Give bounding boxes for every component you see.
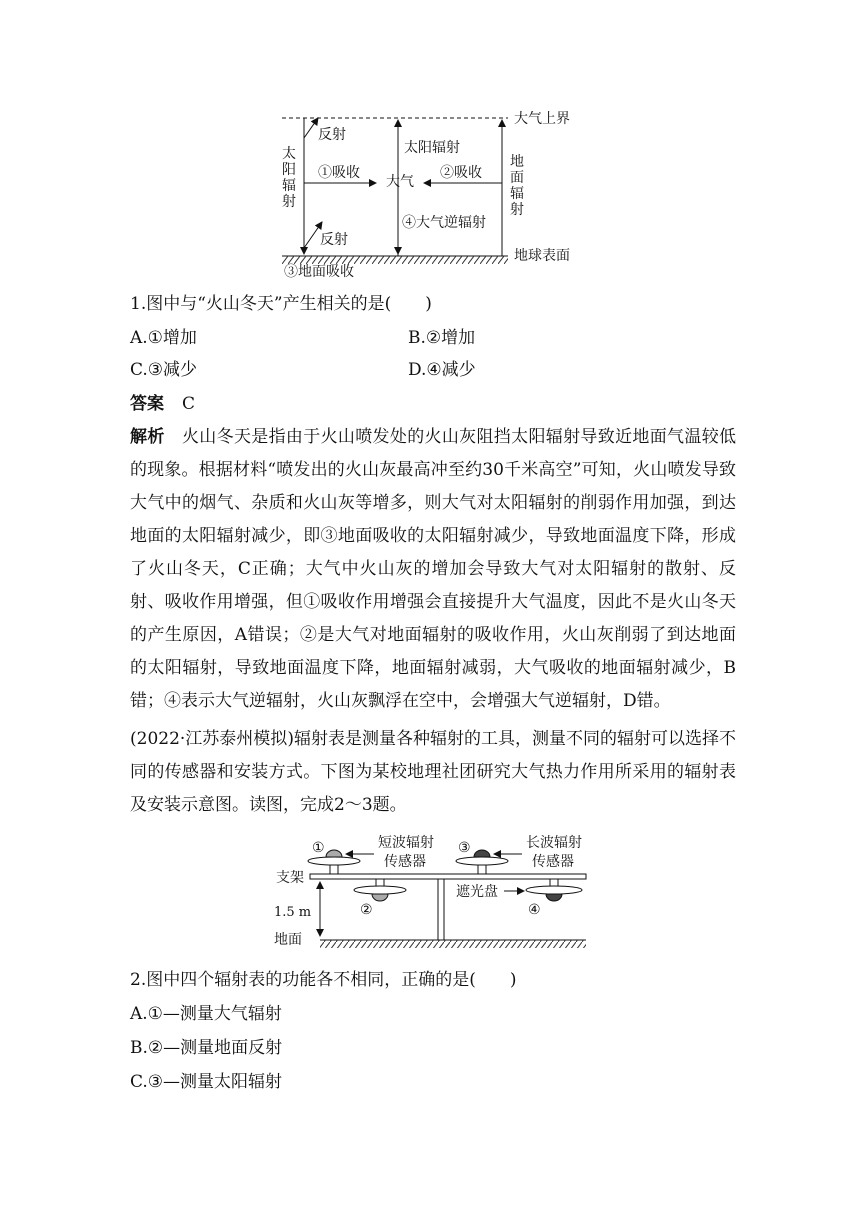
q1-option-d: D.④减少 <box>408 360 476 380</box>
solar-up-label: 太阳辐射 <box>404 140 460 156</box>
height-label: 1.5 m <box>274 905 312 920</box>
counter-rad-label: ④大气逆辐射 <box>402 215 486 231</box>
q2-intro: (2022·江苏泰州模拟)辐射表是测量各种辐射的工具，测量不同的辐射可以选择不同的传感器和安装方式。下图为某校地理社团研究大气热力作用所采用的辐射表及安装示意图。读图，完成2～3题。 <box>130 729 736 815</box>
q1-analysis <box>130 421 736 718</box>
right-label: 地面辐射 <box>510 154 524 218</box>
q1-analysis-text: 火山冬天是指由于火山喷发处的火山灰阻挡太阳辐射导致近地面气温较低的现象。根据材料“喷发出的火山灰最高冲至约30千米高空”可知，火山喷发导致大气中的烟气、杂质和火山灰等增多，则大气对太阳辐射的削弱作用加强，到达地面的太阳辐射减少，即③地面吸收的太阳辐射减少，导致地面温度下降，形成了火山冬天，C正确；大气中火山灰的增加会导致大气对太阳辐射的散射、反射、吸收作用增强，但①吸收作用增强会直接提升大气温度，因此不是火山冬天的产生原因，A错误；②是大气对地面辐射的吸收作用，火山灰削弱了到达地面的太阳辐射，导致地面温度下降，地面辐射减弱，大气吸收的地面辐射减少，B错；④表示大气逆辐射，火山灰飘浮在空中，会增强大气逆辐射，D错。 <box>130 427 737 711</box>
reflect-top-label: 反射 <box>318 127 346 143</box>
bracket-post <box>438 879 444 940</box>
marker-3: ③ <box>458 840 471 856</box>
absorb2-label: ②吸收 <box>440 165 482 181</box>
bottom-label: 地球表面 <box>514 248 570 264</box>
shade-label: 遮光盘 <box>456 884 498 900</box>
ground-hatch-2 <box>320 940 586 948</box>
top-label: 大气上界 <box>514 111 570 127</box>
marker-2: ② <box>360 902 373 918</box>
radiometer-diagram <box>0 830 860 960</box>
q1-option-c: C.③减少 <box>130 360 198 380</box>
sensor-label-1: 传感器 <box>384 854 426 870</box>
q2-option-b: B.②—测量地面反射 <box>130 1038 283 1058</box>
reflect-bottom-label: 反射 <box>320 232 348 248</box>
long-label: 长波辐射 <box>526 835 582 851</box>
bracket-bar <box>310 874 586 879</box>
q1-answer-label: 答案 <box>130 394 164 414</box>
q1-option-a: A.①增加 <box>130 328 197 348</box>
absorb1-label: ①吸收 <box>318 165 360 181</box>
marker-4: ④ <box>528 902 541 918</box>
sensor-2 <box>354 879 406 901</box>
q1-stem: 1.图中与“火山冬天”产生相关的是( ) <box>130 294 432 314</box>
bracket-label: 支架 <box>276 870 304 886</box>
ground-absorb-label: ③地面吸收 <box>284 264 354 280</box>
atmosphere-label: 大气 <box>386 174 414 190</box>
q1-analysis-label: 解析 <box>130 427 165 447</box>
left-label: 太阳辐射 <box>282 146 296 210</box>
q1-option-b: B.②增加 <box>408 328 476 348</box>
atmosphere-heat-diagram <box>0 0 860 290</box>
reflect-top-arrow <box>304 118 318 138</box>
ground-hatch <box>282 256 508 264</box>
sensor-label-2: 传感器 <box>532 854 574 870</box>
q2-stem: 2.图中四个辐射表的功能各不相同，正确的是( ) <box>130 970 517 990</box>
ground-label: 地面 <box>274 932 302 948</box>
q1-answer: C <box>182 394 196 414</box>
q2-option-a: A.①—测量大气辐射 <box>130 1004 282 1024</box>
short-label: 短波辐射 <box>378 835 434 851</box>
q2-option-c: C.③—测量太阳辐射 <box>130 1072 283 1092</box>
marker-1: ① <box>312 840 325 856</box>
sensor-4 <box>526 879 582 901</box>
